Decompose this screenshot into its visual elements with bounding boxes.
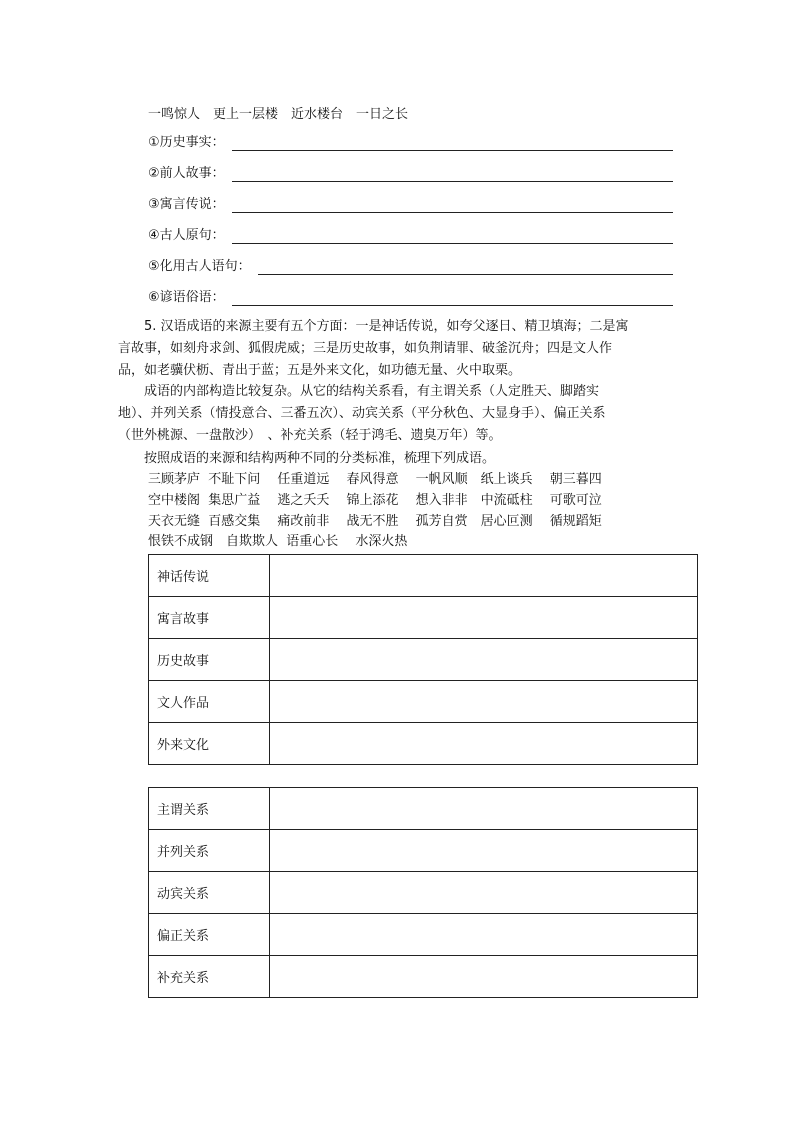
fill-label: ③寓言传说：: [148, 197, 225, 212]
table-row: [149, 914, 698, 956]
source-classification-table: [148, 554, 698, 765]
table-row: [149, 639, 698, 681]
idiom-list-line: 空中楼阁 集思广益 逃之夭夭 锦上添花 想入非非 中流砥柱 可歌可泣: [148, 493, 602, 508]
fill-row-predecessor-story: [148, 165, 673, 183]
table-row: [149, 830, 698, 872]
row-label: 外来文化: [149, 723, 270, 765]
given-idioms: 一鸣惊人 更上一层楼 近水楼台 一日之长: [148, 107, 409, 122]
q5-paragraph-sources: [118, 316, 678, 382]
row-label: 历史故事: [149, 639, 270, 681]
table-row: [149, 723, 698, 765]
answer-cell[interactable]: [270, 597, 698, 639]
answer-cell[interactable]: [270, 872, 698, 914]
fill-row-ancient-original: [148, 227, 673, 245]
text-line: 成语的内部构造比较复杂。从它的结构关系看，有主谓关系（人定胜天、脚踏实: [118, 384, 600, 399]
fill-blank-line[interactable]: [232, 181, 673, 182]
answer-cell[interactable]: [270, 956, 698, 998]
row-label: 补充关系: [149, 956, 270, 998]
table-row: [149, 681, 698, 723]
answer-cell[interactable]: [270, 555, 698, 597]
fill-row-proverb: [148, 289, 673, 307]
fill-blank-line[interactable]: [232, 212, 673, 213]
idiom-list-line: 恨铁不成钢 自欺欺人 语重心长 水深火热: [148, 534, 408, 549]
row-label: 偏正关系: [149, 914, 270, 956]
fill-label: ⑤化用古人语句：: [148, 259, 251, 274]
text-line: （世外桃源、一盘散沙） 、补充关系（轻于鸿毛、遗臭万年）等。: [118, 428, 502, 443]
fill-row-adapted-ancient: [148, 258, 673, 276]
fill-label: ⑥谚语俗语：: [148, 290, 225, 305]
answer-cell[interactable]: [270, 681, 698, 723]
fill-blank-line[interactable]: [258, 274, 673, 275]
q5-instruction: 按照成语的来源和结构两种不同的分类标准，梳理下列成语。: [118, 451, 496, 466]
fill-blank-line[interactable]: [232, 150, 673, 151]
row-label: 动宾关系: [149, 872, 270, 914]
structure-classification-table: [148, 787, 698, 998]
table-row: [149, 956, 698, 998]
row-label: 寓言故事: [149, 597, 270, 639]
answer-cell[interactable]: [270, 723, 698, 765]
row-label: 并列关系: [149, 830, 270, 872]
row-label: 神话传说: [149, 555, 270, 597]
row-label: 文人作品: [149, 681, 270, 723]
fill-blank-line[interactable]: [232, 243, 673, 244]
answer-cell[interactable]: [270, 830, 698, 872]
table-row: [149, 555, 698, 597]
table-row: [149, 872, 698, 914]
row-label: 主谓关系: [149, 788, 270, 830]
answer-cell[interactable]: [270, 788, 698, 830]
answer-cell[interactable]: [270, 914, 698, 956]
fill-row-history-fact: [148, 134, 673, 152]
text-line: 地）、并列关系（情投意合、三番五次）、动宾关系（平分秋色、大显身手）、偏正关系: [118, 406, 606, 421]
text-line: 言故事，如刻舟求剑、狐假虎威；三是历史故事，如负荆请罪、破釜沉舟；四是文人作: [118, 341, 613, 356]
q5-paragraph-structure: [118, 381, 678, 447]
text-line: 品，如老骥伏枥、青出于蓝；五是外来文化，如功德无量、火中取栗。: [118, 363, 522, 378]
text-line: 5. 汉语成语的来源主要有五个方面：一是神话传说，如夸父逐日、精卫填海；二是寓: [118, 319, 629, 334]
idiom-list-line: 三顾茅庐 不耻下问 任重道远 春风得意 一帆风顺 纸上谈兵 朝三暮四: [148, 472, 602, 487]
fill-label: ①历史事实：: [148, 135, 225, 150]
fill-row-fable-legend: [148, 196, 673, 214]
table-row: [149, 788, 698, 830]
answer-cell[interactable]: [270, 639, 698, 681]
table-row: [149, 597, 698, 639]
fill-label: ②前人故事：: [148, 166, 225, 181]
fill-label: ④古人原句：: [148, 228, 225, 243]
fill-blank-line[interactable]: [232, 305, 673, 306]
idiom-list-line: 天衣无缝 百感交集 痛改前非 战无不胜 孤芳自赏 居心叵测 循规蹈矩: [148, 514, 602, 529]
